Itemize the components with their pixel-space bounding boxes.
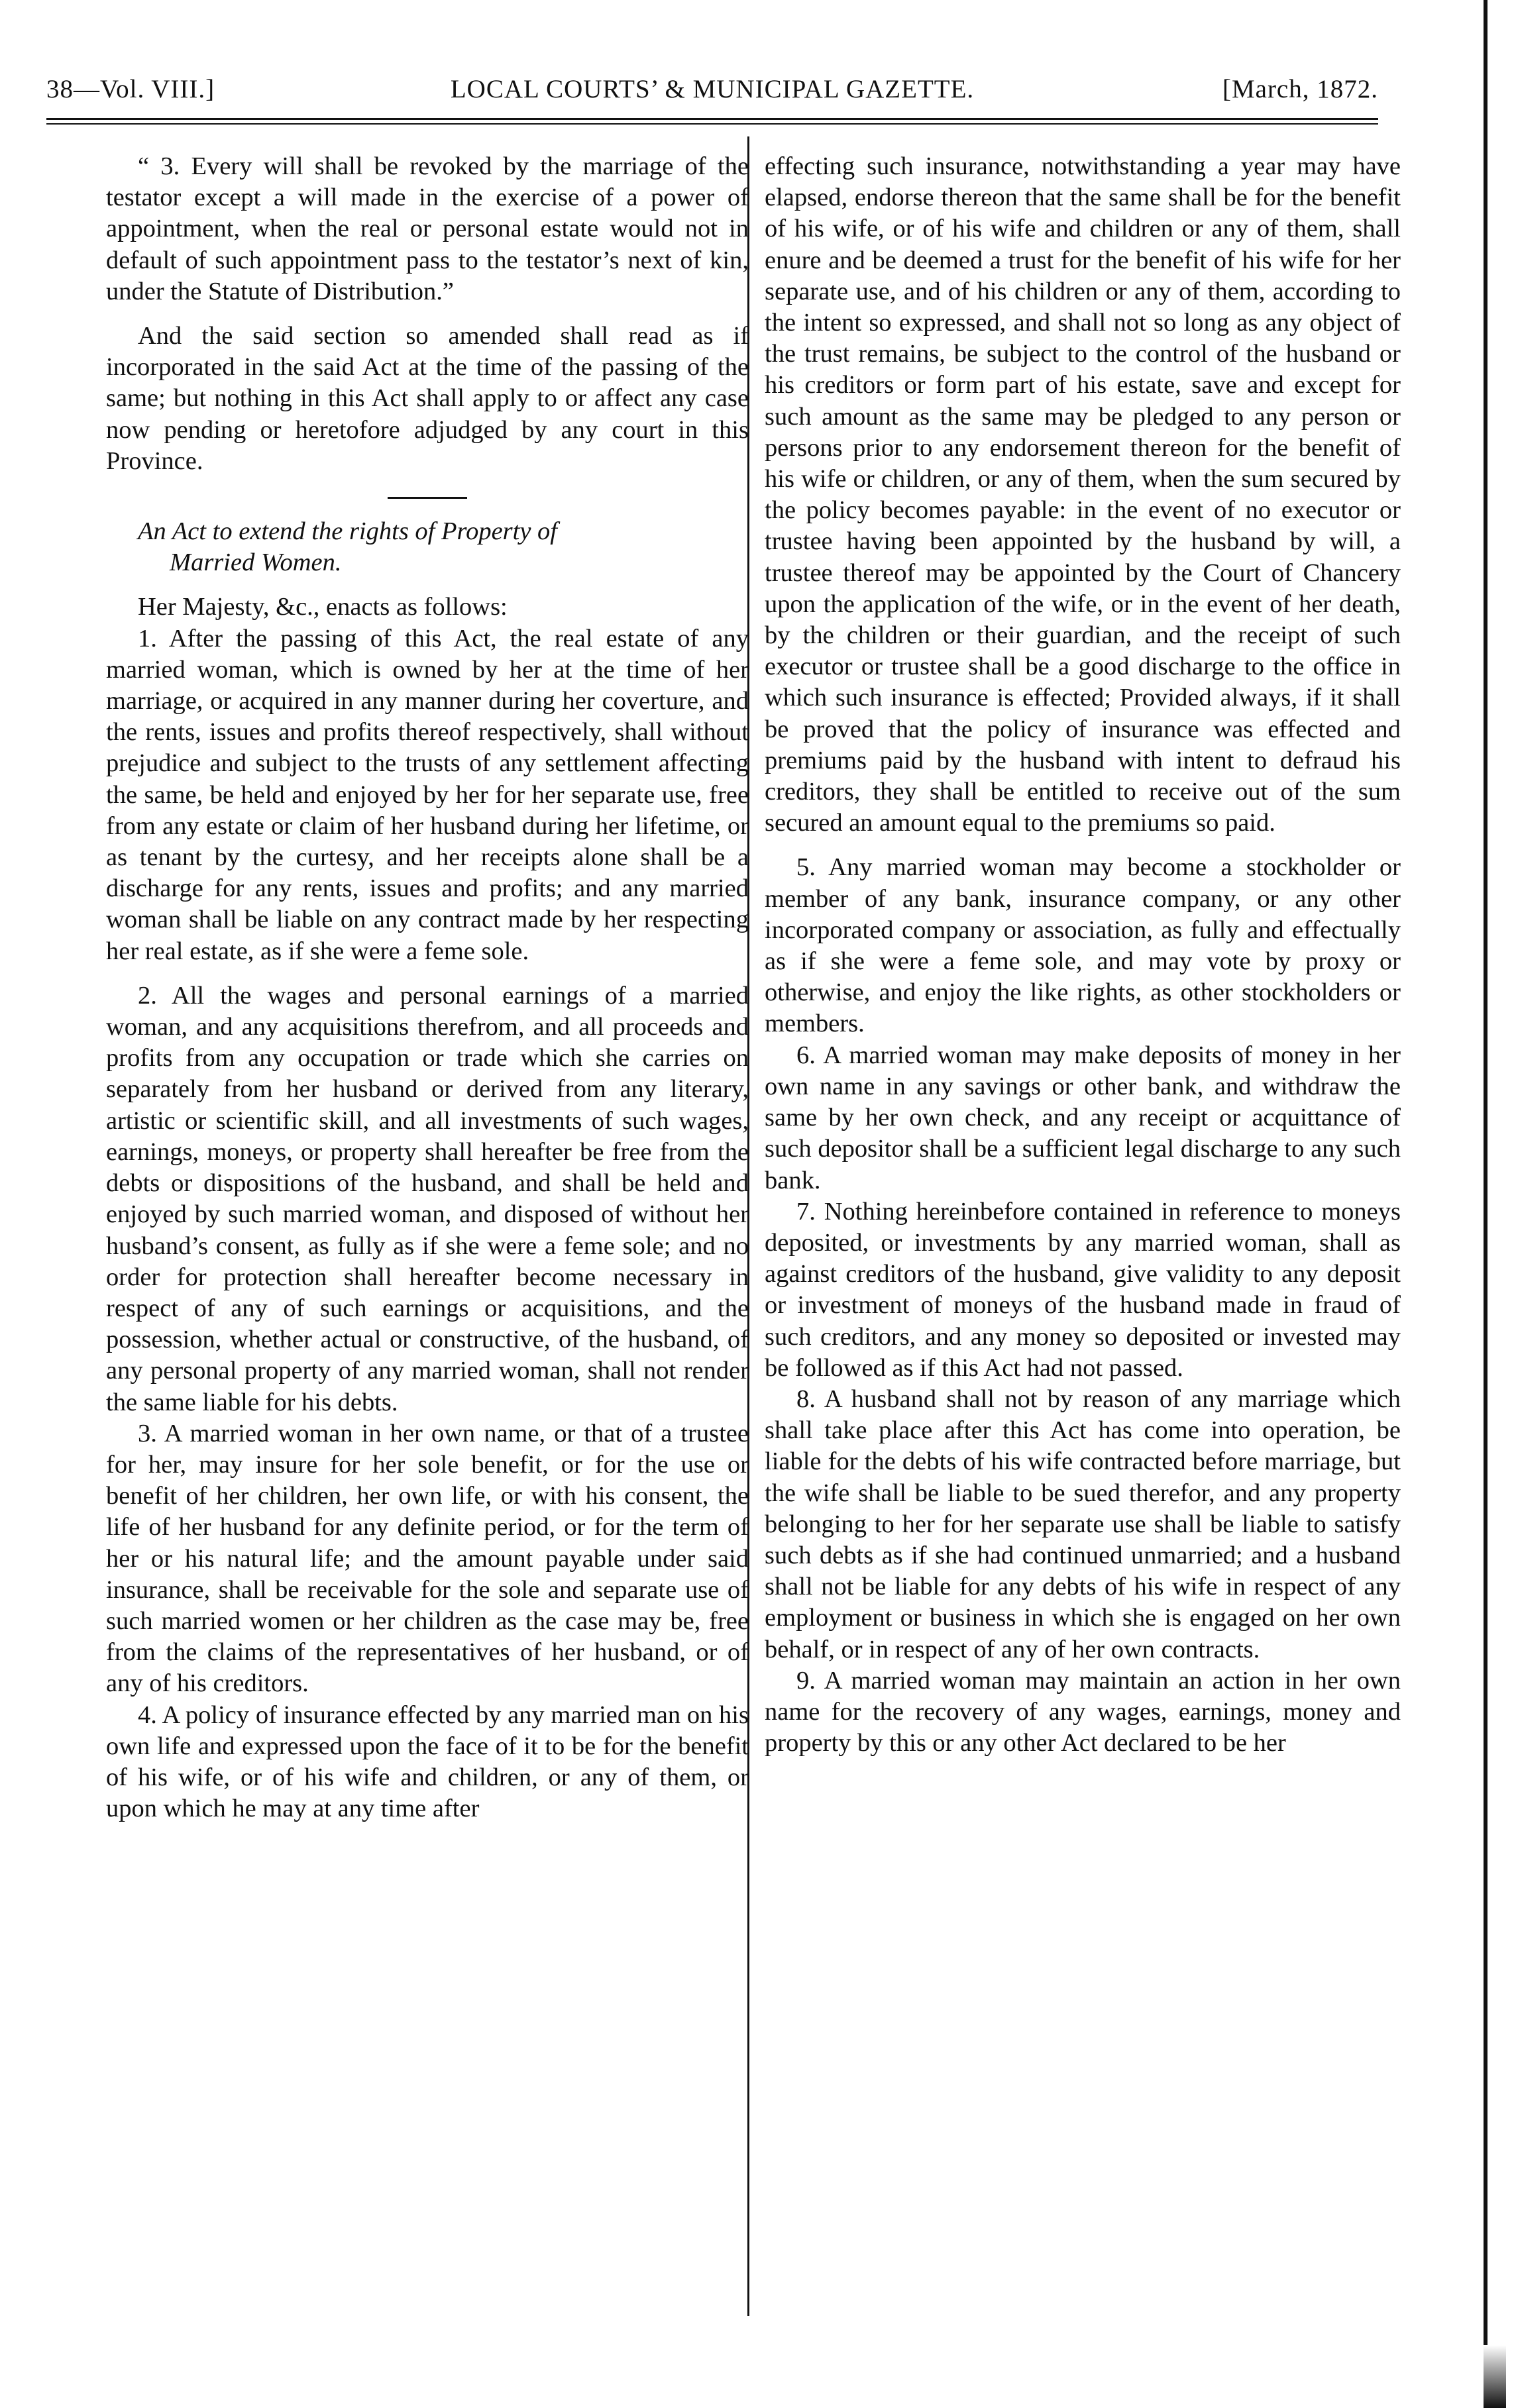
header-rule-top [46, 118, 1378, 120]
enacting-clause: Her Majesty, &c., enacts as follows: [138, 593, 508, 621]
section-8: 8. A husband shall not by reason of any marriage which shall take place after this Act has come into operation, be liable for the debts of his wife contracted before marriage, but the wife shall be liable to be sued therefor, and any property belonging to her for her separate use shall be liable to satisfy such debts as if she had continued unmarried; and a husband shall not be liable for any debts of his wife in respect of any employment or business in which she is engaged on her own behalf, or in respect of any of her own contracts. [765, 1385, 1401, 1663]
section-1: 1. After the passing of this Act, the real estate of any married woman, which is owned by her at the time of her marriage, or acquired in any manner during her coverture, and the rents, issues and profits thereof respectively, shall without prejudice and subject to the trusts of any settlement affecting the same, be held and enjoyed by her for her separate use, free from any estate or claim of her husband during her lifetime, or as tenant by the curtesy, and her receipts alone shall be a discharge for any rents, issues and profits; and any married woman shall be liable on any contract made by her respecting her real estate, as if she were a feme sole. [106, 624, 749, 965]
section-9-start: 9. A married woman may maintain an action in her own name for the recovery of any wages, earnings, money and property by this or any other Act declared to be her [765, 1666, 1401, 1757]
section-3-amendment-text: “ 3. Every will shall be revoked by the marriage of the testator except a will made in the exercise of a power of appointment, when the real or personal estate would not in default of such appointment pass to the testator’s next of kin, under the Statute of Distribution.” [106, 152, 749, 305]
section-5: 5. Any married woman may become a stockholder or member of any bank, insurance company, or any other incorporated company or association, as fully and effectually as if she were a feme sole, and may vote by proxy or otherwise, and enjoy the like rights, as other stockholders or members. [765, 853, 1401, 1038]
section-divider [388, 497, 467, 499]
gazette-title: LOCAL COURTS’ & MUNICIPAL GAZETTE. [450, 75, 975, 103]
right-column [765, 151, 1401, 1759]
act-title [106, 516, 749, 578]
page-edge-border [1484, 0, 1487, 2408]
issue-date: [March, 1872. [1222, 75, 1378, 103]
section-4-start: 4. A policy of insurance effected by any married man on his own life and expressed upon the face of it to be for the benefit of his wife, or of his wife and children, or any of them, or upon which he may at any time after [106, 1701, 749, 1823]
page-volume-label: 38—Vol. VIII.] [46, 75, 215, 103]
act-title-line-1: An Act to extend the rights of Property of [138, 517, 557, 546]
amendment-clause: And the said section so amended shall read as if incorporated in the said Act at the time of the passing of the same; but nothing in this Act shall apply to or affect any case now pending or heretofore adjudged by any court in this Province. [106, 322, 749, 475]
page-header [46, 74, 1378, 114]
section-4-continued: effecting such insurance, notwithstanding a year may have elapsed, endorse thereon that the same shall be for the benefit of his wife, or of his wife and children or any of them, shall enure and be deemed a trust for the benefit of his wife for her separate use, and of his children or any of them, according to the intent so expressed, and shall not so long as any object of the trust remains, be subject to the control of the husband or his creditors or form part of his estate, save and except for such amount as the same may be pledged to any person or persons prior to any endorsement thereon for the benefit of his wife or children, or any of them, when the sum secured by the policy becomes payable: in the event of no executor or trustee having been appointed by the husband by will, a trustee thereof may be appointed by the Court of Chancery upon the application of the wife, or in the event of her death, by the children or their guardian, and the receipt of such executor or trustee shall be a good discharge to the office in which such insurance is effected; Provided always, if it shall be proved that the policy of insurance was effected and premiums paid by the husband with intent to defraud his creditors, they shall be entitled to receive out of the sum secured an amount equal to the premiums so paid. [765, 152, 1401, 837]
left-column [106, 151, 749, 1824]
section-6: 6. A married woman may make deposits of money in her own name in any savings or other bank, and withdraw the same by her own check, and any receipt or acquittance of such depositor shall be a sufficient legal discharge to any such bank. [765, 1041, 1401, 1194]
act-title-line-2: Married Women. [170, 549, 342, 577]
header-rule-bottom [46, 123, 1378, 125]
page-edge-shadow [1484, 2345, 1506, 2408]
section-7: 7. Nothing hereinbefore contained in reference to moneys deposited, or investments by any married woman, shall as against creditors of the husband, give validity to any deposit or investment of moneys of the husband made in fraud of such creditors, and any money so deposited or invested may be followed as if this Act had not passed. [765, 1197, 1401, 1382]
section-3: 3. A married woman in her own name, or that of a trustee for her, may insure for her sole benefit, or for the use or benefit of her children, her own life, or with his consent, the life of her husband for any definite period, or for the term of her or his natural life; and the amount payable under said insurance, shall be receivable for the sole and separate use of such married women or her children as the case may be, free from the claims of the representatives of her husband, or of any of his creditors. [106, 1419, 749, 1698]
section-2: 2. All the wages and personal earnings of a married woman, and any acquisitions therefrom, and all proceeds and profits from any occupation or trade which she carries on separately from her husband or derived from any literary, artistic or scientific skill, and all investments of such wages, earnings, moneys, or property shall hereafter be free from the debts or dispositions of the husband, and shall be held and enjoyed by such married woman, and disposed of without her husband’s consent, as fully as if she were a feme sole; and no order for protection shall hereafter become necessary in respect of any of such earnings or acquisitions, and the possession, whether actual or constructive, of the husband, of any personal property of any married woman, shall not render the same liable for his debts. [106, 981, 749, 1416]
